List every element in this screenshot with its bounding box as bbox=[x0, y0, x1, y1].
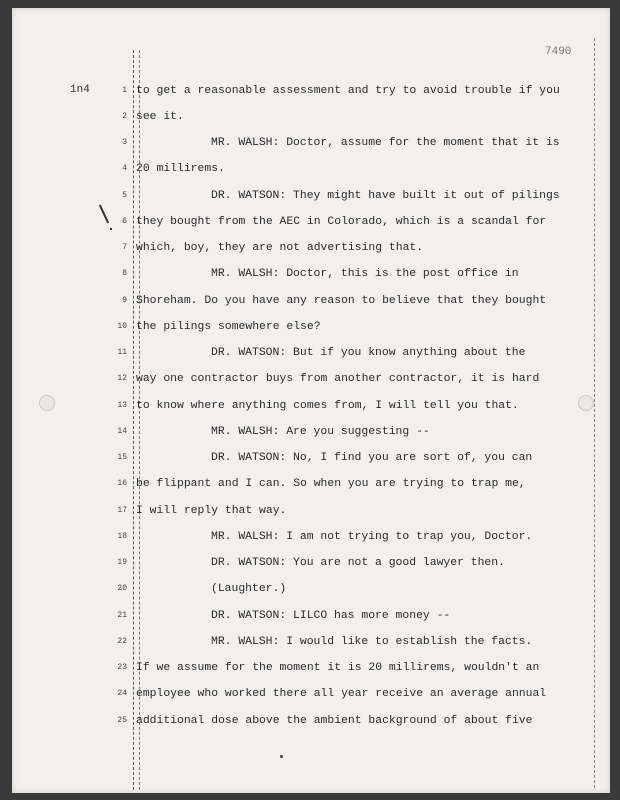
line-number: 2 bbox=[122, 112, 127, 121]
line-text: (Laughter.) bbox=[211, 583, 287, 595]
line-text: MR. WALSH: Doctor, this is the post office in bbox=[211, 268, 519, 280]
line-text: MR. WALSH: Are you suggesting -- bbox=[211, 426, 430, 438]
line-number: 4 bbox=[122, 164, 127, 173]
transcript-line bbox=[12, 347, 610, 369]
line-number: 20 bbox=[117, 584, 127, 593]
transcript-line bbox=[12, 478, 610, 500]
transcript-line bbox=[12, 373, 610, 395]
line-number: 17 bbox=[117, 506, 127, 515]
transcript-line bbox=[12, 190, 610, 212]
line-text: which, boy, they are not advertising that. bbox=[136, 242, 424, 254]
line-number: 7 bbox=[122, 243, 127, 252]
transcript-line bbox=[12, 111, 610, 133]
transcript-line bbox=[12, 85, 610, 107]
line-number: 10 bbox=[117, 322, 127, 331]
line-text: Shoreham. Do you have any reason to believe that they bought bbox=[136, 295, 547, 307]
line-text: see it. bbox=[136, 111, 184, 123]
transcript-line bbox=[12, 715, 610, 737]
line-text: DR. WATSON: LILCO has more money -- bbox=[211, 610, 451, 622]
transcript-line bbox=[12, 557, 610, 579]
margin-tag: 1n4 bbox=[70, 84, 90, 96]
line-text: they bought from the AEC in Colorado, which is a scandal for bbox=[136, 216, 547, 228]
line-text: be flippant and I can. So when you are trying to trap me, bbox=[136, 478, 526, 490]
transcript-line bbox=[12, 163, 610, 185]
line-text: If we assume for the moment it is 20 millirems, wouldn't an bbox=[136, 662, 540, 674]
line-number: 14 bbox=[117, 427, 127, 436]
line-text: additional dose above the ambient background of about five bbox=[136, 715, 533, 727]
line-number: 12 bbox=[117, 374, 127, 383]
line-number: 15 bbox=[117, 453, 127, 462]
page-number: 7490 bbox=[545, 46, 572, 58]
line-number: 25 bbox=[117, 716, 127, 725]
line-text: MR. WALSH: I am not trying to trap you, Doctor. bbox=[211, 531, 533, 543]
line-number: 16 bbox=[117, 479, 127, 488]
line-text: the pilings somewhere else? bbox=[136, 321, 321, 333]
transcript-line bbox=[12, 662, 610, 684]
line-text: DR. WATSON: But if you know anything about the bbox=[211, 347, 526, 359]
transcript-line bbox=[12, 610, 610, 632]
transcript-line bbox=[12, 321, 610, 343]
line-text: DR. WATSON: No, I find you are sort of, you can bbox=[211, 452, 533, 464]
line-number: 21 bbox=[117, 611, 127, 620]
transcript-line bbox=[12, 137, 610, 159]
line-text: way one contractor buys from another contractor, it is hard bbox=[136, 373, 540, 385]
transcript-page bbox=[12, 8, 610, 793]
line-text: DR. WATSON: They might have built it out of pilings bbox=[211, 190, 560, 202]
line-text: I will reply that way. bbox=[136, 505, 287, 517]
transcript-line bbox=[12, 531, 610, 553]
line-number: 3 bbox=[122, 138, 127, 147]
line-number: 23 bbox=[117, 663, 127, 672]
line-text: to know where anything comes from, I will tell you that. bbox=[136, 400, 519, 412]
transcript-line bbox=[12, 268, 610, 290]
line-number: 18 bbox=[117, 532, 127, 541]
line-number: 24 bbox=[117, 689, 127, 698]
line-text: MR. WALSH: I would like to establish the facts. bbox=[211, 636, 533, 648]
line-text: employee who worked there all year receive an average annual bbox=[136, 688, 547, 700]
transcript-line bbox=[12, 242, 610, 264]
transcript-line bbox=[12, 583, 610, 605]
line-text: 20 millirems. bbox=[136, 163, 225, 175]
bottom-mark bbox=[280, 755, 283, 758]
line-number: 5 bbox=[122, 191, 127, 200]
line-number: 9 bbox=[122, 296, 127, 305]
line-number: 1 bbox=[122, 86, 127, 95]
transcript-line bbox=[12, 452, 610, 474]
line-number: 13 bbox=[117, 401, 127, 410]
transcript-line bbox=[12, 505, 610, 527]
line-text: MR. WALSH: Doctor, assume for the moment that it is bbox=[211, 137, 560, 149]
line-number: 22 bbox=[117, 637, 127, 646]
transcript-line bbox=[12, 426, 610, 448]
line-text: to get a reasonable assessment and try to avoid trouble if you bbox=[136, 85, 560, 97]
transcript-line bbox=[12, 295, 610, 317]
line-number: 11 bbox=[117, 348, 127, 357]
transcript-line bbox=[12, 400, 610, 422]
transcript-line bbox=[12, 688, 610, 710]
line-number: 19 bbox=[117, 558, 127, 567]
line-number: 6 bbox=[122, 217, 127, 226]
transcript-line bbox=[12, 636, 610, 658]
transcript-line bbox=[12, 216, 610, 238]
line-text: DR. WATSON: You are not a good lawyer then. bbox=[211, 557, 505, 569]
line-number: 8 bbox=[122, 269, 127, 278]
